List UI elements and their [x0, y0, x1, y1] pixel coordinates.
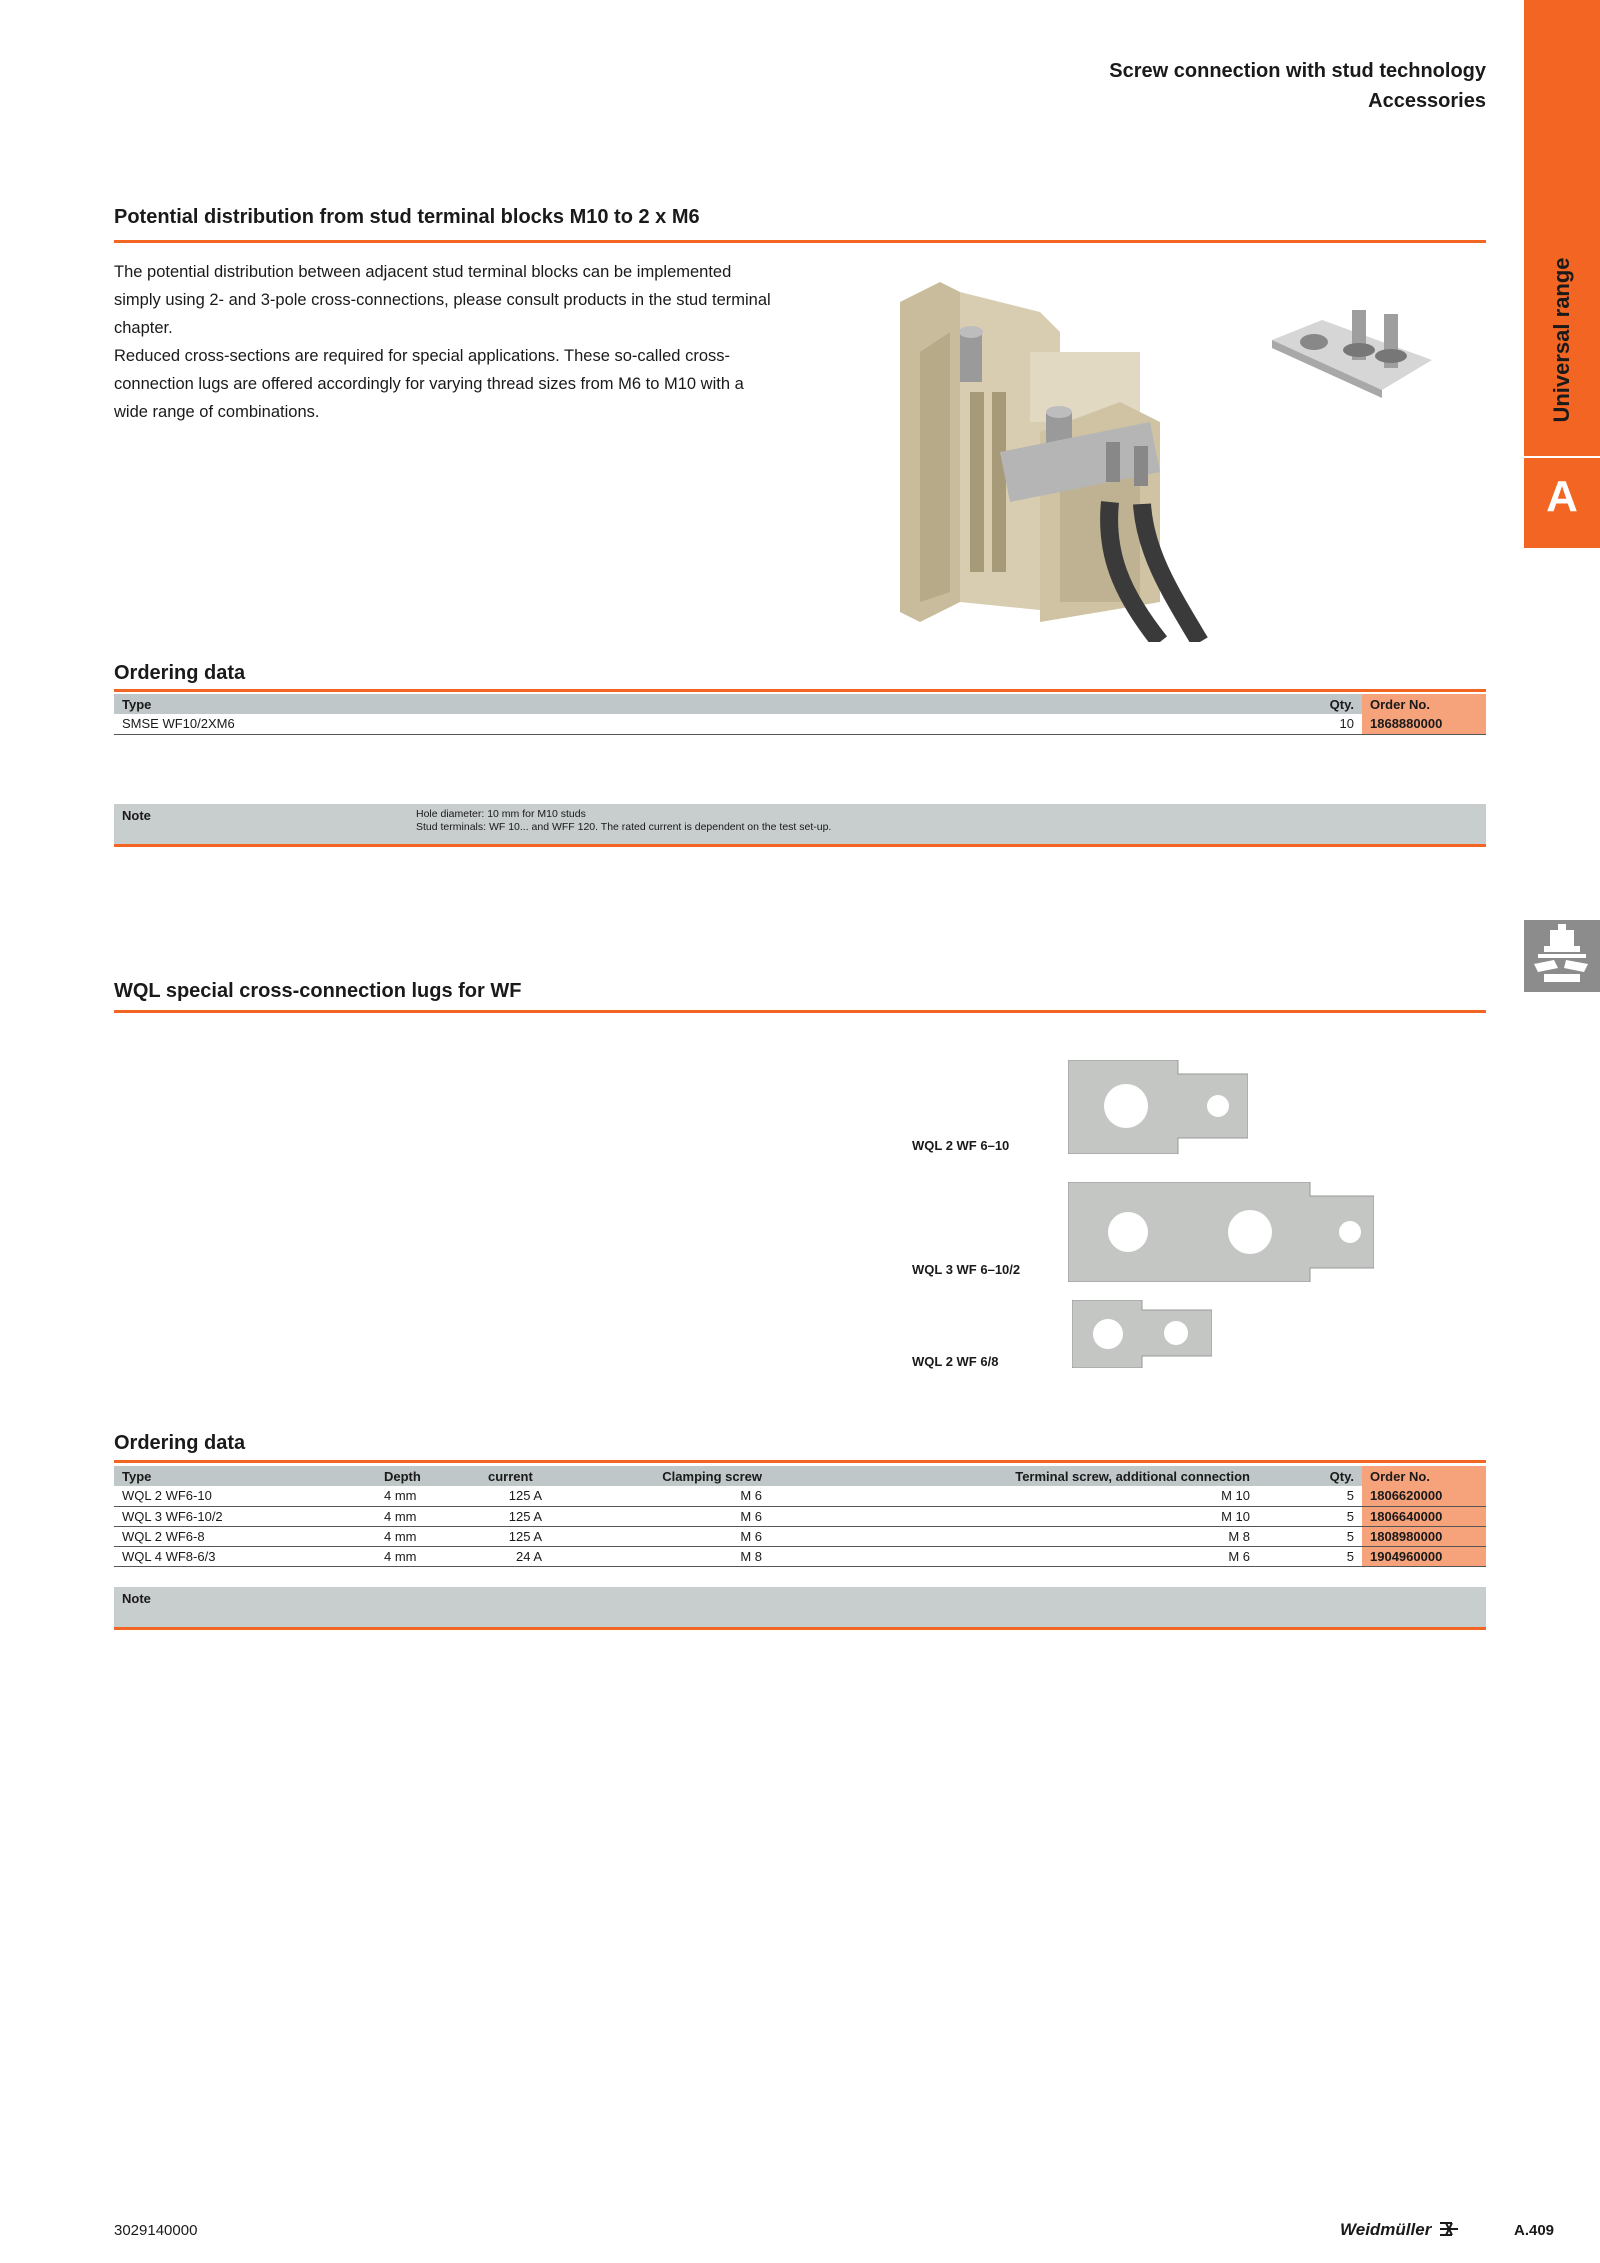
cell-depth: 4 mm [376, 1546, 480, 1566]
header-line-2: Accessories [1368, 90, 1486, 112]
page-header-title [1109, 56, 1486, 116]
col-qty: Qty. [1258, 1466, 1362, 1486]
note-box-1 [114, 804, 1486, 844]
cell-depth: 4 mm [376, 1506, 480, 1526]
cell-order-no: 1808980000 [1362, 1526, 1486, 1546]
note-text [416, 808, 831, 834]
col-depth: Depth [376, 1466, 480, 1486]
lug-label-2: WQL 3 WF 6–10/2 [912, 1262, 1021, 1277]
section2-title: WQL special cross-connection lugs for WF [114, 980, 522, 1002]
note-rule-2 [114, 1627, 1486, 1630]
cell-qty: 5 [1258, 1546, 1362, 1566]
table-header-row [114, 694, 1486, 714]
cell-order-no: 1806620000 [1362, 1486, 1486, 1506]
cell-type: WQL 2 WF6-10 [114, 1486, 376, 1506]
table-row [114, 1486, 1486, 1506]
cell-depth: 4 mm [376, 1526, 480, 1546]
ordering-data-rule-1 [114, 689, 1486, 692]
note-line-2: Stud terminals: WF 10... and WFF 120. The rated current is dependent on the test set-up. [416, 821, 832, 833]
stud-terminal-icon [1524, 920, 1600, 992]
header-line-1: Screw connection with stud technology [1109, 60, 1486, 82]
section1-description [114, 258, 774, 426]
cell-clamping-screw: M 8 [550, 1546, 770, 1566]
cell-clamping-screw: M 6 [550, 1526, 770, 1546]
cell-qty: 5 [1258, 1486, 1362, 1506]
brand-name: Weidmüller [1340, 2220, 1432, 2239]
lug-image-3 [1072, 1300, 1212, 1368]
col-type: Type [114, 694, 1282, 714]
note-label: Note [122, 808, 151, 823]
note-line-1: Hole diameter: 10 mm for M10 studs [416, 808, 586, 820]
cell-current: 125 A [480, 1486, 550, 1506]
section1-title: Potential distribution from stud terminal blocks M10 to 2 x M6 [114, 206, 700, 228]
cross-connection-lug-photo [1262, 290, 1442, 420]
ordering-data-title-1: Ordering data [114, 662, 246, 684]
cell-terminal-screw: M 10 [770, 1486, 1258, 1506]
note-label: Note [122, 1591, 151, 1606]
col-terminal-screw: Terminal screw, additional connection [770, 1466, 1258, 1486]
cell-clamping-screw: M 6 [550, 1486, 770, 1506]
col-order-no: Order No. [1362, 1466, 1486, 1486]
col-qty: Qty. [1282, 694, 1362, 714]
lug-image-1 [1068, 1060, 1248, 1154]
ordering-table-2 [114, 1466, 1486, 1567]
section2-rule [114, 1010, 1486, 1013]
cell-terminal-screw: M 10 [770, 1506, 1258, 1526]
lug-label-1: WQL 2 WF 6–10 [912, 1138, 1010, 1153]
section1-paragraph-2: Reduced cross-sections are required for special applications. These so-called cross-connection lugs are offered accordingly for varying thread sizes from M6 to M10 with a wide range of combinations. [114, 347, 744, 421]
lug-label-3: WQL 2 WF 6/8 [912, 1354, 999, 1369]
table-row [114, 1526, 1486, 1546]
cell-order-no: 1806640000 [1362, 1506, 1486, 1526]
section1-paragraph-1: The potential distribution between adjacent stud terminal blocks can be implemented simply using 2- and 3-pole cross-connections, please consult products in the stud terminal chapter. [114, 263, 771, 337]
cell-terminal-screw: M 8 [770, 1526, 1258, 1546]
stud-terminal-photo [860, 272, 1260, 642]
cell-order-no: 1904960000 [1362, 1546, 1486, 1566]
cell-clamping-screw: M 6 [550, 1506, 770, 1526]
col-order-no: Order No. [1362, 694, 1486, 714]
ordering-table-1 [114, 694, 1486, 735]
footer-document-code: 3029140000 [114, 2222, 198, 2239]
cell-type: WQL 2 WF6-8 [114, 1526, 376, 1546]
cell-current: 125 A [480, 1506, 550, 1526]
col-current: current [480, 1466, 550, 1486]
cell-terminal-screw: M 6 [770, 1546, 1258, 1566]
page-number: A.409 [1514, 2222, 1555, 2239]
cell-current: 24 A [480, 1546, 550, 1566]
cell-type: WQL 3 WF6-10/2 [114, 1506, 376, 1526]
table-row [114, 1506, 1486, 1526]
section1-rule [114, 240, 1486, 243]
table-row [114, 714, 1486, 734]
cell-qty: 5 [1258, 1526, 1362, 1546]
brand-logo [1340, 2220, 1460, 2240]
table-header-row [114, 1466, 1486, 1486]
note-box-2 [114, 1587, 1486, 1627]
cell-qty: 10 [1282, 714, 1362, 734]
side-tab-divider [1524, 456, 1600, 458]
col-clamping-screw: Clamping screw [550, 1466, 770, 1486]
cell-qty: 5 [1258, 1506, 1362, 1526]
side-tab-letter: A [1546, 472, 1578, 521]
col-type: Type [114, 1466, 376, 1486]
cell-depth: 4 mm [376, 1486, 480, 1506]
cell-type: SMSE WF10/2XM6 [114, 714, 1282, 734]
lug-image-2 [1068, 1182, 1374, 1282]
ordering-data-title-2: Ordering data [114, 1432, 246, 1454]
note-rule-1 [114, 844, 1486, 847]
cell-current: 125 A [480, 1526, 550, 1546]
ordering-data-rule-2 [114, 1460, 1486, 1463]
side-tab-label: Universal range [1549, 257, 1574, 423]
cell-type: WQL 4 WF8-6/3 [114, 1546, 376, 1566]
cell-order-no: 1868880000 [1362, 714, 1486, 734]
brand-mark-icon [1438, 2220, 1460, 2238]
table-row [114, 1546, 1486, 1566]
